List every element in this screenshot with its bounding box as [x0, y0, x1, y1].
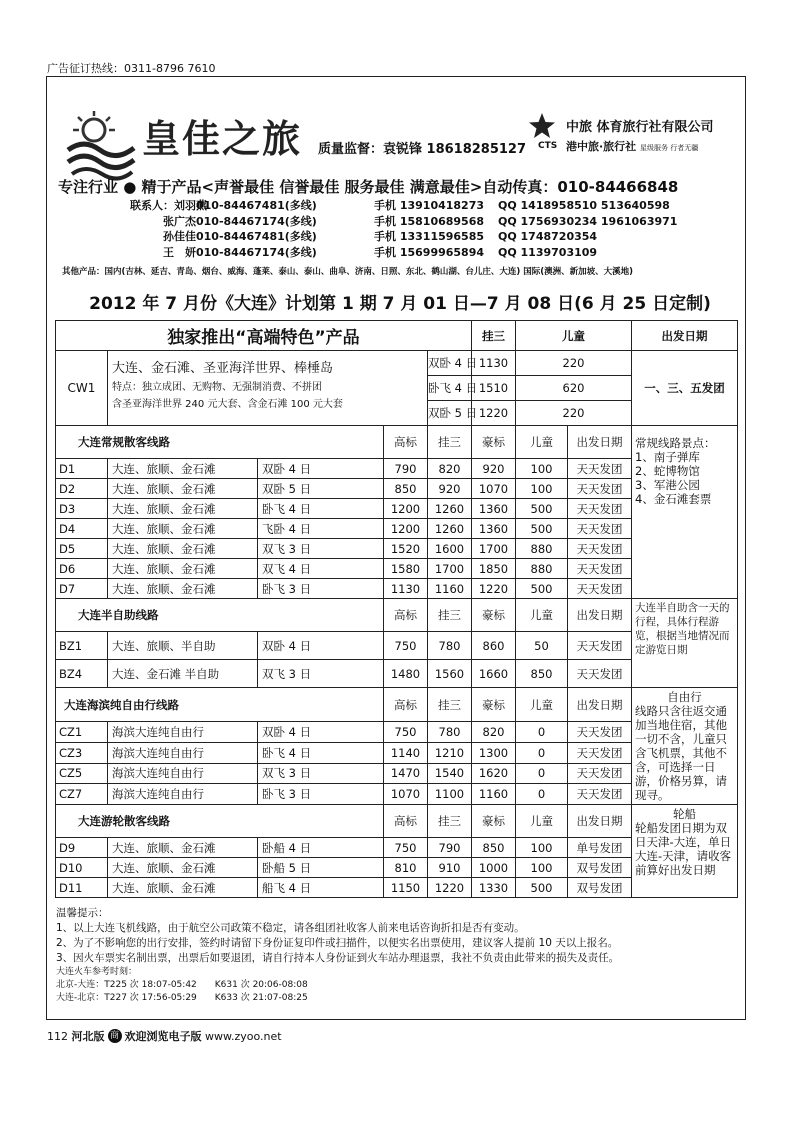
depart-schedule: 天天发团: [568, 539, 632, 559]
route-code: BZ4: [56, 660, 108, 688]
route-code: BZ1: [56, 632, 108, 660]
route-transport: 双卧 4 日: [258, 459, 384, 479]
special-title: 独家推出“高端特色”产品: [56, 321, 472, 351]
contact-tel: 010-84467174(多线): [196, 214, 317, 228]
contact-mobile: 手机 13910418273: [374, 199, 485, 212]
col-header-depart: 出发日期: [568, 599, 632, 632]
price-gua3: 1540: [428, 763, 472, 784]
route-transport: 卧飞 3 日: [258, 784, 384, 805]
price-luxury: 860: [472, 632, 516, 660]
free-note-cell: [632, 688, 738, 805]
route-code: D10: [56, 858, 108, 878]
col-header-gua3: 挂三: [428, 805, 472, 838]
route-transport: 卧飞 3 日: [258, 579, 384, 599]
semi-title: 大连半自助线路: [56, 599, 384, 632]
price-child: 0: [516, 722, 568, 743]
price-child: 500: [516, 878, 568, 898]
price-child: 100: [516, 838, 568, 858]
route-transport: 双飞 3 日: [258, 539, 384, 559]
contact-tel: 010-84467481(多线): [196, 199, 317, 212]
col-header-gua3: 挂三: [428, 688, 472, 722]
sun-wave-logo-icon: [64, 108, 138, 178]
contact-qq: QQ 1418958510 513640598: [498, 199, 670, 212]
col-header-child: 儿童: [516, 599, 568, 632]
price-child: 50: [516, 632, 568, 660]
regular-note: 常规线路景点： 1、南子弹库 2、蛇博物馆 3、军港公园 4、金石滩套票: [632, 426, 738, 599]
price-high: 1150: [384, 878, 428, 898]
price-child: 880: [516, 539, 568, 559]
semi-note: 大连半自助含一天的行程，具体行程游览，根据当地情况而定游览日期: [632, 599, 738, 688]
price-child: 0: [516, 742, 568, 763]
ad-hotline: 广告征订热线：0311-8796 7610: [47, 62, 216, 75]
special-price: 1130: [472, 351, 516, 376]
special-depart: 一、三、五发团: [632, 351, 738, 426]
contact-name: 张广杰: [163, 214, 196, 228]
cruise-note-cell: [632, 805, 738, 898]
col-header-gua3: 挂三: [428, 426, 472, 459]
price-luxury: 1000: [472, 858, 516, 878]
col-header-high: 高标: [384, 599, 428, 632]
price-luxury: 850: [472, 838, 516, 858]
train-schedule: 北京-大连：T225 次 18:07-05:42 K631 次 20:06-08:08: [56, 980, 308, 990]
price-gua3: 790: [428, 838, 472, 858]
route-code: D11: [56, 878, 108, 898]
brand-title: 皇佳之旅: [142, 116, 303, 161]
contact-qq: QQ 1756930234 1961063971: [498, 214, 678, 228]
contact-tel: 010-84467174(多线): [196, 245, 317, 259]
cruise-note: 轮船发团日期为双日天津-大连，单日大连-天津，请收客前算好出发日期: [635, 821, 732, 877]
price-child: 100: [516, 459, 568, 479]
contact-row: [130, 214, 677, 230]
col-header-depart: 出发日期: [568, 805, 632, 838]
tips-title: 温馨提示：: [56, 907, 109, 919]
regular-title: 大连常规散客线路: [56, 426, 384, 459]
col-header-depart: 出发日期: [568, 688, 632, 722]
price-child: 100: [516, 858, 568, 878]
route-name: 大连、旅顺、金石滩: [108, 479, 258, 499]
price-high: 1580: [384, 559, 428, 579]
contact-list: [130, 198, 677, 260]
route-transport: 双卧 4 日: [258, 632, 384, 660]
route-code: D6: [56, 559, 108, 579]
route-name: 大连、旅顺、金石滩: [108, 459, 258, 479]
depart-schedule: 天天发团: [568, 660, 632, 688]
depart-schedule: 天天发团: [568, 742, 632, 763]
free-title: 大连海滨纯自由行线路: [56, 688, 384, 722]
depart-schedule: 天天发团: [568, 763, 632, 784]
price-gua3: 1700: [428, 559, 472, 579]
special-price: 1220: [472, 401, 516, 426]
footer: [47, 1028, 282, 1044]
col-header-child: 儿童: [516, 426, 568, 459]
special-description: [108, 351, 428, 426]
cts-sub: [566, 138, 698, 154]
route-transport: 卧船 4 日: [258, 838, 384, 858]
depart-schedule: 天天发团: [568, 479, 632, 499]
price-luxury: 1160: [472, 784, 516, 805]
price-child: 500: [516, 519, 568, 539]
col-header-depart: 出发日期: [632, 321, 738, 351]
route-transport: 卧船 5 日: [258, 858, 384, 878]
special-child: 620: [516, 376, 632, 401]
depart-schedule: 天天发团: [568, 632, 632, 660]
cts-abbr: CTS: [538, 141, 558, 151]
route-name: 大连、金石滩 半自助: [108, 660, 258, 688]
route-name: 大连、旅顺、金石滩: [108, 519, 258, 539]
route-code: D4: [56, 519, 108, 539]
tips-item: 3、因火车票实名制出票，出票后如要退团，请自行持本人身份证到火车站办理退票，我社不负责由此带来的损失及责任。: [56, 952, 620, 964]
route-transport: 双卧 5 日: [258, 479, 384, 499]
price-gua3: 1210: [428, 742, 472, 763]
route-name: 大连、旅顺、金石滩: [108, 878, 258, 898]
col-header-child: 儿童: [516, 805, 568, 838]
route-code: D7: [56, 579, 108, 599]
tips-block: [56, 906, 736, 1005]
route-name: 大连、旅顺、金石滩: [108, 858, 258, 878]
special-line: 大连、金石滩、圣亚海洋世界、棒棰岛: [112, 361, 334, 376]
col-header-child: 儿童: [516, 321, 632, 351]
quality-supervisor: 质量监督：袁锐锋 18618285127: [318, 142, 527, 157]
route-code: D2: [56, 479, 108, 499]
route-transport: 卧飞 4 日: [258, 499, 384, 519]
cruise-note-title: 轮船: [673, 807, 696, 821]
price-high: 1070: [384, 784, 428, 805]
price-luxury: 920: [472, 459, 516, 479]
route-code: CZ5: [56, 763, 108, 784]
depart-schedule: 天天发团: [568, 519, 632, 539]
price-child: 850: [516, 660, 568, 688]
contact-qq: QQ 1139703109: [498, 245, 598, 259]
route-transport: 双飞 3 日: [258, 660, 384, 688]
price-luxury: 820: [472, 722, 516, 743]
special-child: 220: [516, 351, 632, 376]
price-high: 750: [384, 632, 428, 660]
price-luxury: 1660: [472, 660, 516, 688]
special-code: CW1: [56, 351, 108, 426]
route-name: 大连、旅顺、金石滩: [108, 579, 258, 599]
contact-mobile: 手机 13311596585: [374, 230, 485, 243]
price-child: 100: [516, 479, 568, 499]
price-high: 750: [384, 838, 428, 858]
depart-schedule: 天天发团: [568, 784, 632, 805]
depart-schedule: 天天发团: [568, 722, 632, 743]
price-high: 1140: [384, 742, 428, 763]
depart-schedule: 天天发团: [568, 499, 632, 519]
depart-schedule: 单号发团: [568, 838, 632, 858]
price-high: 1520: [384, 539, 428, 559]
price-gua3: 1220: [428, 878, 472, 898]
price-high: 1200: [384, 499, 428, 519]
price-high: 1480: [384, 660, 428, 688]
col-header-high: 高标: [384, 688, 428, 722]
route-code: D3: [56, 499, 108, 519]
price-gua3: 1100: [428, 784, 472, 805]
route-code: D1: [56, 459, 108, 479]
contact-name: 联系人：刘羽燕: [130, 199, 207, 212]
price-child: 0: [516, 763, 568, 784]
price-luxury: 1360: [472, 519, 516, 539]
special-features: 特点：独立成团、无购物、无强制消费、不拼团: [112, 382, 322, 393]
route-code: CZ1: [56, 722, 108, 743]
price-luxury: 1620: [472, 763, 516, 784]
route-name: 大连、旅顺、金石滩: [108, 838, 258, 858]
price-gua3: 820: [428, 459, 472, 479]
cts-star-icon: [528, 112, 556, 140]
price-high: 1470: [384, 763, 428, 784]
contact-mobile: 手机 15810689568: [374, 214, 485, 228]
col-header-luxury: 豪标: [472, 426, 516, 459]
price-luxury: 1300: [472, 742, 516, 763]
price-child: 500: [516, 579, 568, 599]
price-child: 880: [516, 559, 568, 579]
edition: 河北版: [71, 1030, 105, 1043]
depart-schedule: 天天发团: [568, 559, 632, 579]
route-name: 大连、旅顺、金石滩: [108, 539, 258, 559]
route-code: D9: [56, 838, 108, 858]
price-child: 0: [516, 784, 568, 805]
plan-title: 2012 年 7 月份《大连》计划第 1 期 7 月 01 日—7 月 08 日(6 月 25 日定制): [89, 294, 711, 314]
route-transport: 双飞 3 日: [258, 763, 384, 784]
route-code: CZ7: [56, 784, 108, 805]
route-name: 海滨大连纯自由行: [108, 742, 258, 763]
price-luxury: 1070: [472, 479, 516, 499]
footer-text: 欢迎浏览电子版: [124, 1030, 202, 1043]
price-gua3: 1160: [428, 579, 472, 599]
price-high: 790: [384, 459, 428, 479]
route-name: 大连、旅顺、金石滩: [108, 499, 258, 519]
route-name: 大连、旅顺、半自助: [108, 632, 258, 660]
col-header-child: 儿童: [516, 688, 568, 722]
route-transport: 双飞 4 日: [258, 559, 384, 579]
cruise-title: 大连游轮散客线路: [56, 805, 384, 838]
special-transport: 双卧 4 日: [428, 351, 472, 376]
price-high: 850: [384, 479, 428, 499]
contact-mobile: 手机 15699965894: [374, 245, 485, 259]
price-high: 750: [384, 722, 428, 743]
price-gua3: 780: [428, 722, 472, 743]
col-header-high: 高标: [384, 805, 428, 838]
route-name: 海滨大连纯自由行: [108, 784, 258, 805]
special-price: 1510: [472, 376, 516, 401]
price-high: 1200: [384, 519, 428, 539]
price-luxury: 1360: [472, 499, 516, 519]
other-products: 其他产品：国内(吉林、延吉、青岛、烟台、威海、蓬莱、泰山、泰山、曲阜、济南、日照、东北、鹤山湖、台儿庄、大连) 国际(澳洲、新加坡、大溪地): [62, 267, 634, 277]
price-luxury: 1330: [472, 878, 516, 898]
price-child: 500: [516, 499, 568, 519]
price-gua3: 780: [428, 632, 472, 660]
price-gua3: 1260: [428, 499, 472, 519]
contact-tel: 010-84467481(多线): [196, 230, 317, 243]
price-high: 1130: [384, 579, 428, 599]
free-note: 线路只含往返交通加当地住宿，其他一切不含，儿童只含飞机票，其他不含，可选择一日游，价格另算，请现寻。: [635, 704, 727, 802]
price-gua3: 920: [428, 479, 472, 499]
price-gua3: 1560: [428, 660, 472, 688]
depart-schedule: 双号发团: [568, 858, 632, 878]
special-transport: 双卧 5 日: [428, 401, 472, 426]
route-transport: 卧飞 4 日: [258, 742, 384, 763]
price-gua3: 1600: [428, 539, 472, 559]
special-transport: 卧飞 4 日: [428, 376, 472, 401]
tips-item: 2、为了不影响您的出行安排，签约时请留下身份证复印件或扫描件，以便实名出票使用，建议客人提前 10 天以上报名。: [56, 937, 619, 949]
col-header-high: 高标: [384, 426, 428, 459]
col-header-luxury: 豪标: [472, 688, 516, 722]
depart-schedule: 天天发团: [568, 579, 632, 599]
contact-name: 孙佳佳: [163, 230, 196, 243]
contact-qq: QQ 1748720354: [498, 230, 598, 243]
route-table: [55, 320, 738, 898]
price-gua3: 910: [428, 858, 472, 878]
slogan: 专注行业 ● 精于产品<声誉最佳 信誉最佳 服务最佳 满意最佳>自动传真：010-84466848: [58, 178, 679, 196]
route-code: D5: [56, 539, 108, 559]
badge-icon: 商: [108, 1029, 122, 1043]
route-transport: 船飞 4 日: [258, 878, 384, 898]
col-header-depart: 出发日期: [568, 426, 632, 459]
special-includes: 含圣亚海洋世界 240 元大套、含金石滩 100 元大套: [112, 399, 343, 410]
price-gua3: 1260: [428, 519, 472, 539]
route-code: CZ3: [56, 742, 108, 763]
route-name: 海滨大连纯自由行: [108, 763, 258, 784]
contact-row: [130, 198, 677, 214]
col-header-gua3: 挂三: [428, 599, 472, 632]
train-title: 大连火车参考时刻：: [56, 967, 138, 977]
route-transport: 飞卧 4 日: [258, 519, 384, 539]
price-high: 810: [384, 858, 428, 878]
price-luxury: 1220: [472, 579, 516, 599]
special-child: 220: [516, 401, 632, 426]
tips-item: 1、以上大连飞机线路，由于航空公司政策不稳定，请各组团社收客人前来电话咨询折扣是否有变动。: [56, 922, 525, 934]
col-header-luxury: 豪标: [472, 599, 516, 632]
cts-sub-small: 星级服务 行者无疆: [640, 144, 699, 152]
contact-row: [130, 229, 677, 245]
price-luxury: 1700: [472, 539, 516, 559]
cts-sub-name: 港中旅·旅行社: [566, 140, 637, 153]
depart-schedule: 双号发团: [568, 878, 632, 898]
col-header-luxury: 豪标: [472, 805, 516, 838]
footer-url[interactable]: www.zyoo.net: [205, 1029, 282, 1043]
col-header-price: 挂三: [472, 321, 516, 351]
depart-schedule: 天天发团: [568, 459, 632, 479]
page-number: 112: [47, 1029, 68, 1043]
cts-name: 中旅 体育旅行社有限公司: [566, 120, 714, 135]
train-schedule: 大连-北京：T227 次 17:56-05:29 K633 次 21:07-08:25: [56, 993, 308, 1003]
route-transport: 双卧 4 日: [258, 722, 384, 743]
contact-row: [130, 245, 677, 261]
price-luxury: 1850: [472, 559, 516, 579]
route-name: 大连、旅顺、金石滩: [108, 559, 258, 579]
free-note-title: 自由行: [667, 690, 702, 704]
route-name: 海滨大连纯自由行: [108, 722, 258, 743]
contact-name: 王 妍: [163, 245, 196, 259]
